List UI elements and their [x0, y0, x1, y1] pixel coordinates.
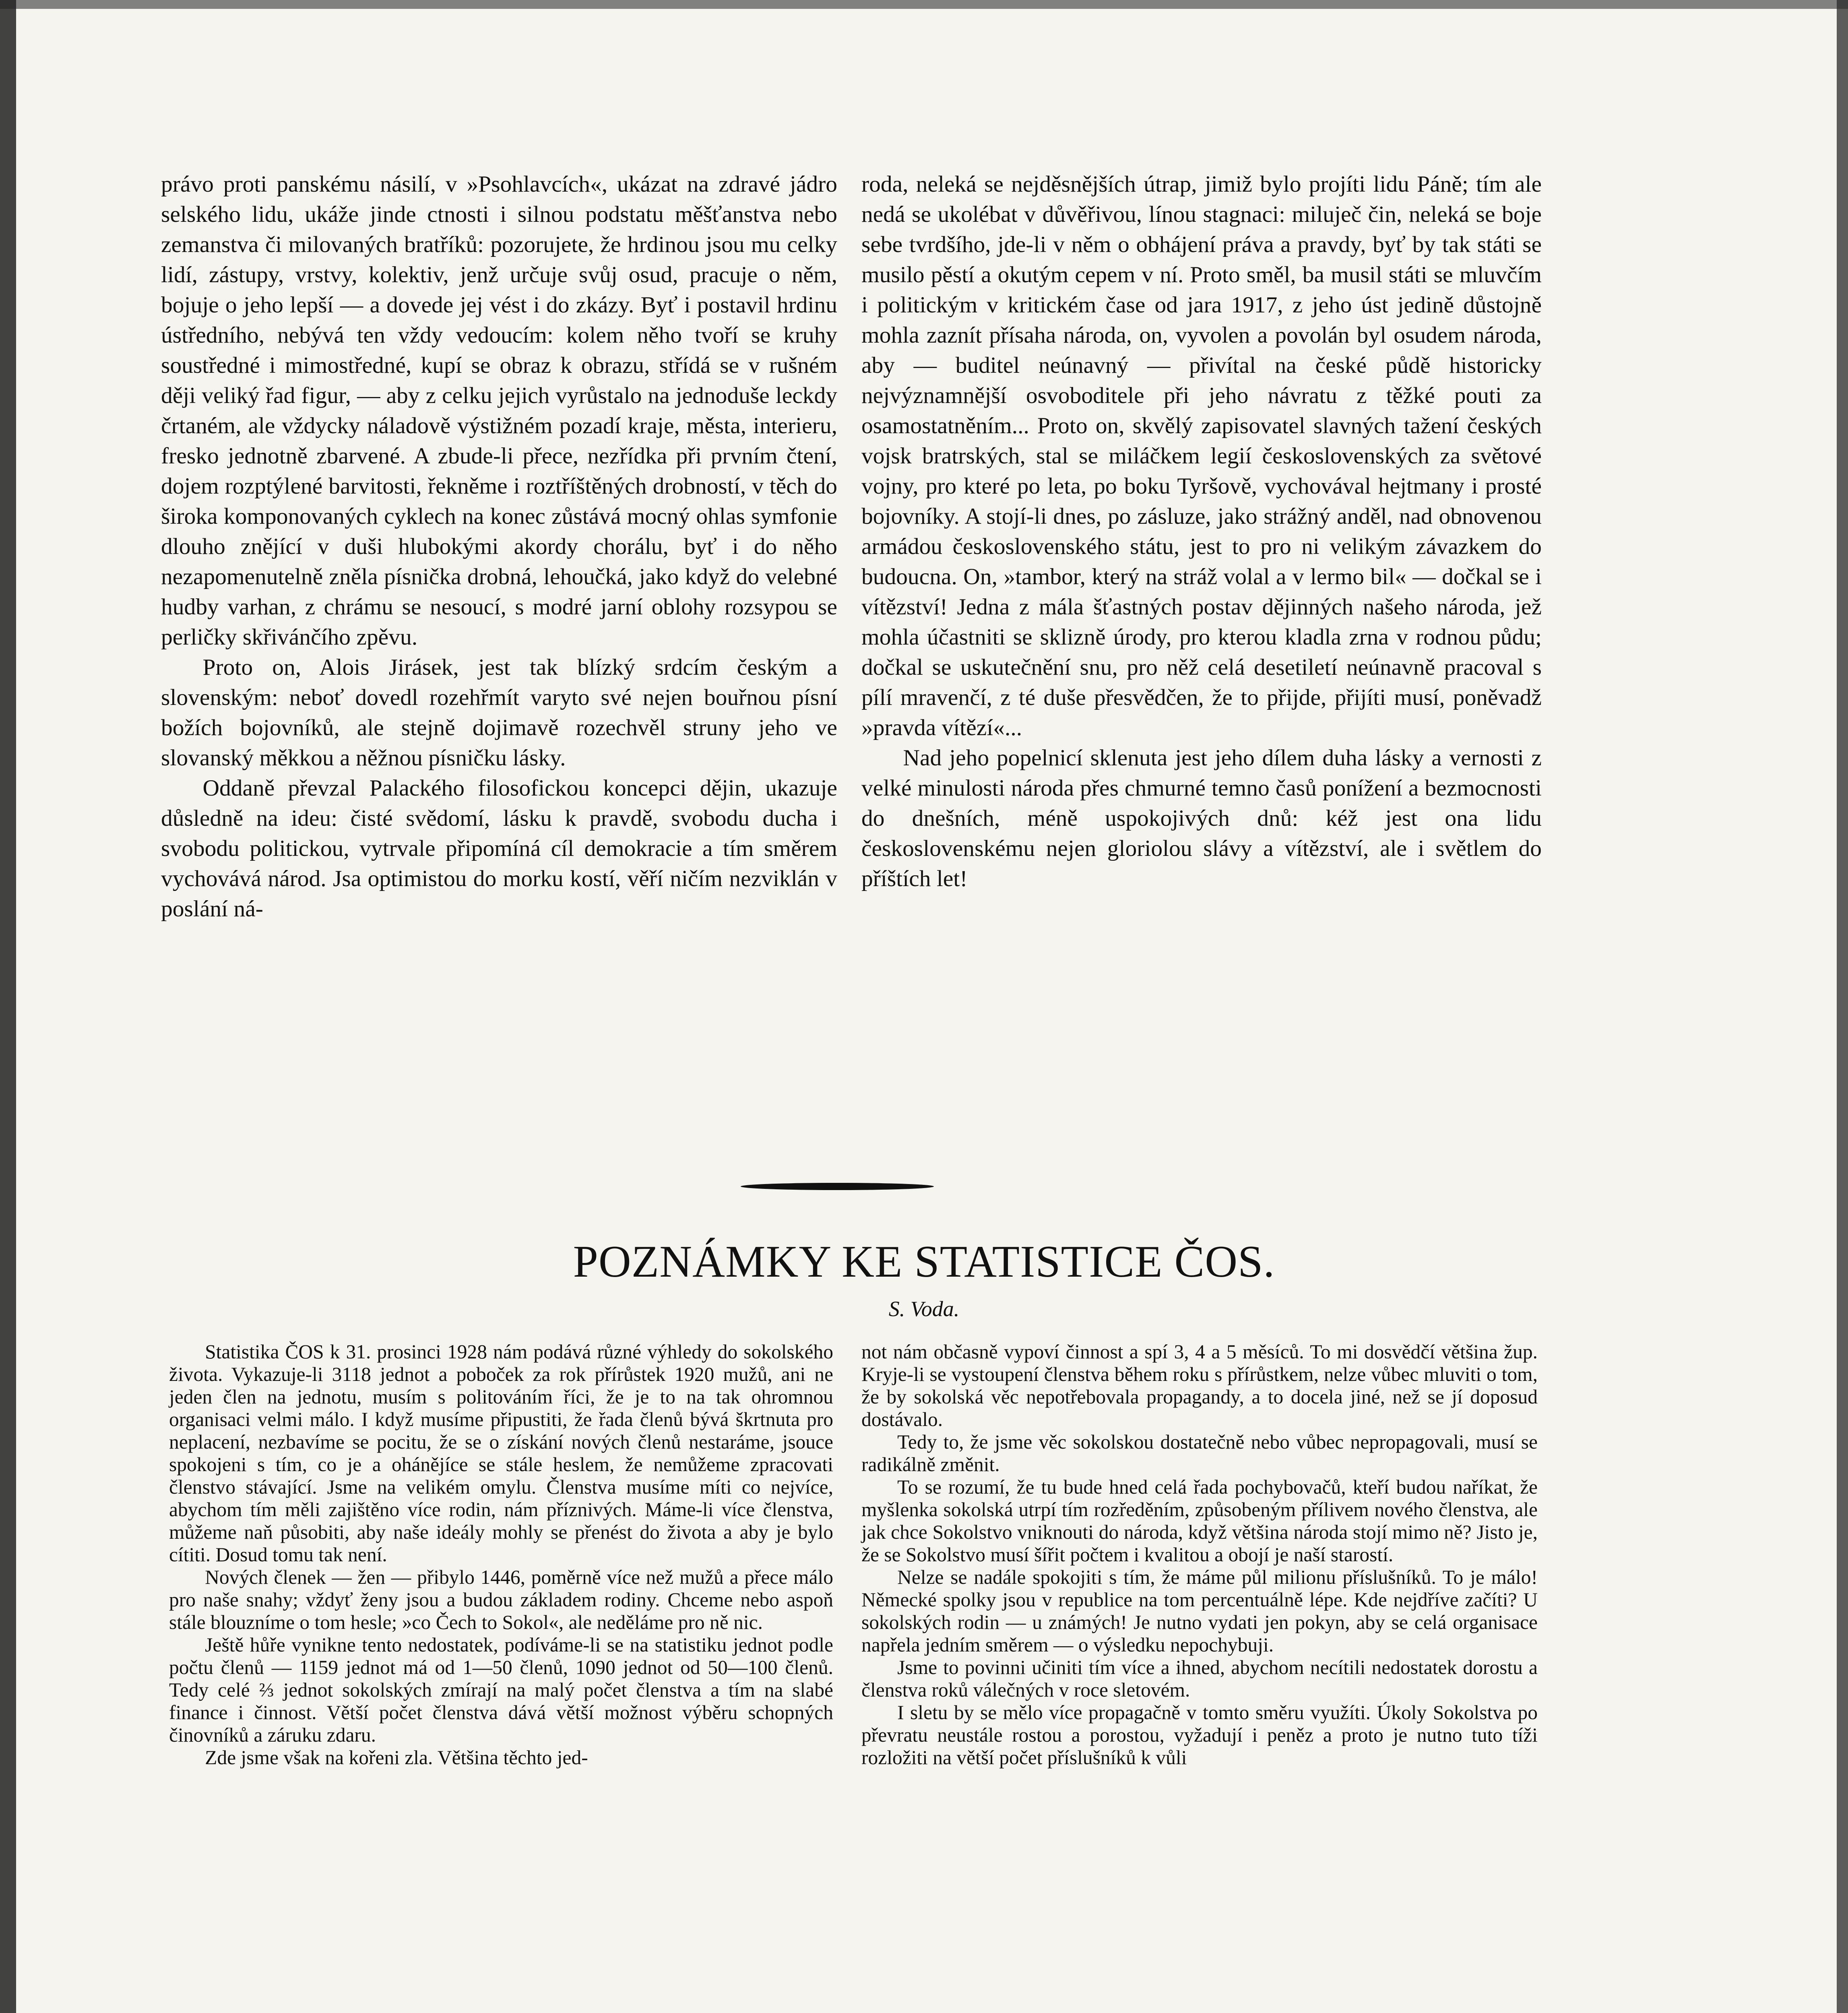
lower-left-column	[169, 1341, 833, 1769]
upper-left-column	[161, 169, 837, 924]
scan-left-edge	[0, 0, 16, 2013]
paragraph: Oddaně převzal Palackého filosofickou koncepci dějin, ukazuje důsledně na ideu: čisté svědomí, lásku k pravdě, svobodu ducha i svobodu politickou, vytrvale připomíná cíl demokracie a tím směrem vychovává národ. Jsa optimistou do morku kostí, věří ničím nezviklán v poslání ná-	[161, 775, 837, 922]
section-divider	[741, 1183, 934, 1190]
paragraph: právo proti panskému násilí, v »Psohlavcích«, ukázat na zdravé jádro selského lidu, ukáže jinde ctnosti i silnou podstatu měšťanstva nebo zemanstva či milovaných bratříků: pozorujete, že hrdinou jsou mu celky lidí, zástupy, vrstvy, kolektiv, jenž určuje svůj osud, pracuje o něm, bojuje o jeho lepší — a dovede jej vést i do zkázy. Byť i postavil hrdinu ústředního, nebývá ten vždy vedoucím: kolem něho tvoří se kruhy soustředné i mimostředné, kupí se obraz k obrazu, střídá se v rušném ději veliký řad figur, — aby z celku jejich vyrůstalo na jednoduše leckdy črtaném, ale vždycky náladově výstižném pozadí kraje, města, interieru, fresko jednotně zbarvené. A zbude-li přece, nezřídka při prvním čtení, dojem rozptýlené barvitosti, řekněme i roztříštěných drobností, v těch do široka komponovaných cyklech na konec zůstává mocný ohlas symfonie dlouho znějící v duši hlubokými akordy chorálu, byť i do něho nezapomenutelně zněla písnička drobná, lehoučká, jako když do velebné hudby varhan, z chrámu se nesoucí, s modré jarní oblohy rozsypou se perličky skřivánčího zpěvu.	[161, 172, 837, 650]
paragraph: To se rozumí, že tu bude hned celá řada pochybovačů, kteří budou naříkat, že myšlenka sokolská utrpí tím rozředěním, způsobeným přílivem nového členstva, ale jak chce Sokolstvo vniknouti do národa, když většina národa stojí mimo ně? Jisto je, že se Sokolstvo musí šířit počtem i kvalitou a obojí je naší starostí.	[861, 1476, 1538, 1566]
paragraph: Proto on, Alois Jirásek, jest tak blízký srdcím českým a slovenským: neboť dovedl rozehřmít varyto své nejen bouřnou písní božích bojovníků, ale stejně dojimavě rozechvěl struny jeho ve slovanský měkkou a něžnou písničku lásky.	[161, 655, 837, 771]
lower-right-column	[861, 1341, 1538, 1769]
article-title: POZNÁMKY KE STATISTICE ČOS.	[573, 1237, 1275, 1287]
paragraph: roda, neleká se nejděsnějších útrap, jimiž bylo projíti lidu Páně; tím ale nedá se ukolébat v důvěřivou, línou stagnaci: miluječ čin, neleká se boje sebe tvrdšího, jde-li v něm o obhájení práva a pravdy, byť by tak státi se musilo pěstí a okutým cepem v ní. Proto směl, ba musil státi se mluvčím i politickým v kritickém čase od jara 1917, z jeho úst jedině důstojně mohla zaznít přísaha národa, on, vyvolen a povolán byl osudem národa, aby — buditel neúnavný — přivítal na české půdě historicky nejvýznamnější osvoboditele při jeho návratu z těžké pouti za osamostatněním... Proto on, skvělý zapisovatel slavných tažení českých vojsk bratrských, stal se miláčkem legií československých za světové vojny, pro které po leta, po boku Tyršově, vychovával hejtmany i prosté bojovníky. A stojí-li dnes, po zásluze, jako strážný anděl, nad obnovenou armádou československého státu, jest to pro ni velikým závazkem do budoucna. On, »tambor, který na stráž volal a v lermo bil« — dočkal se i vítězství! Jedna z mála šťastných postav dějinných našeho národa, jež mohla účastniti se sklizně úrody, pro kterou kladla zrna v rodnou půdu; dočkal se uskutečnění snu, pro něž celá desetiletí neúnavně pracoval s pílí mravenčí, z té duše přesvědčen, že to přijde, přijíti musí, poněvadž »pravda vítězí«...	[861, 172, 1542, 740]
paragraph: Jsme to povinni učiniti tím více a ihned, abychom necítili nedostatek dorostu a členstva roků válečných v roce sletovém.	[861, 1656, 1538, 1701]
paragraph: Nad jeho popelnicí sklenuta jest jeho dílem duha lásky a vernosti z velké minulosti národa přes chmurné temno časů ponížení a bezmocnosti do dnešních, méně uspokojivých dnů: kéž jest ona lidu československému nejen gloriolou slávy a vítězství, ale i světlem do příštích let!	[861, 745, 1542, 891]
paragraph: Tedy to, že jsme věc sokolskou dostatečně nebo vůbec nepropagovali, musí se radikálně změnit.	[861, 1431, 1538, 1476]
paragraph: Zde jsme však na kořeni zla. Většina těchto jed-	[205, 1746, 588, 1769]
upper-right-column	[861, 169, 1542, 894]
paragraph: Nových členek — žen — přibylo 1446, poměrně více než mužů a přece málo pro naše snahy; vždyť ženy jsou a budou základem rodiny. Chceme nebo aspoň stále blouzníme o tom hesle; »co Čech to Sokol«, ale neděláme pro ně nic.	[169, 1566, 833, 1633]
scan-right-edge	[1837, 0, 1848, 2013]
paragraph: Ještě hůře vynikne tento nedostatek, podíváme-li se na statistiku jednot podle počtu členů — 1159 jednot má od 1—50 členů, 1090 jednot od 50—100 členů. Tedy celé ⅔ jednot sokolských zmírají na malý počet členstva a tím na slabé finance i činnost. Větší počet členstva dává větší možnost výběru schopných činovníků a záruku zdaru.	[169, 1634, 833, 1746]
paragraph: Nelze se nadále spokojiti s tím, že máme půl milionu příslušníků. To je málo! Německé spolky jsou v republice na tom percentuálně lépe. Kde nejdříve začíti? U sokolských rodin — u známých! Je nutno vydati jen pokyn, aby se celá organisace napřela jedním směrem — o výsledku nepochybuji.	[861, 1566, 1538, 1656]
paragraph: not nám občasně vypoví činnost a spí 3, 4 a 5 měsíců. To mi dosvědčí většina žup. Kryje-li se vystoupení členstva během roku s přírůstkem, nelze vůbec mluviti o tom, že by sokolská věc nepotřebovala propagandy, a to docela jiné, než se jí doposud dostávalo.	[861, 1341, 1538, 1430]
paragraph: I sletu by se mělo více propagačně v tomto směru využíti. Úkoly Sokolstva po převratu neustále rostou a porostou, vyžadují i peněz a proto je nutno tuto tíži rozložiti na větší počet příslušníků k vůli	[861, 1701, 1538, 1769]
scan-top-edge	[0, 0, 1848, 9]
article-author: S. Voda.	[888, 1297, 960, 1321]
paragraph: Statistika ČOS k 31. prosinci 1928 nám podává různé výhledy do sokolského života. Vykazuje-li 3118 jednot a poboček za rok přírůstek 1920 mužů, ani ne jeden člen na jednotu, musím s politováním říci, že je to na tak ohromnou organisaci velmi málo. I když musíme připustiti, že řada členů bývá škrtnuta pro neplacení, nezbavíme se pocitu, že se o získání nových členů nestaráme, jsouce spokojeni s tím, co je a ohánějíce se stále heslem, že nemůžeme zpracovati členstvo stávající. Jsme na velikém omylu. Členstva musíme míti co nejvíce, abychom tím měli zajištěno více rodin, nám příznivých. Máme-li více členstva, můžeme naň působiti, aby naše ideály mohly se přenést do života a aby je bylo cítiti. Dosud tomu tak není.	[169, 1341, 833, 1566]
